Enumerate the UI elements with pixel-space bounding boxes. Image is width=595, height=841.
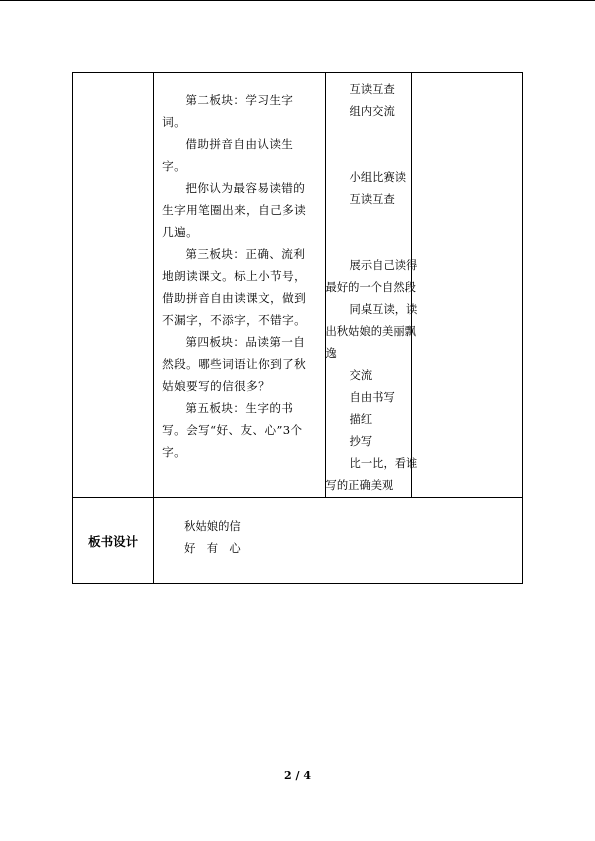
teacher-paragraph: 把你认为最容易读错的生字用笔圈出来，自己多读几遍。 <box>162 181 307 239</box>
student-line: 组内交流 <box>349 105 395 118</box>
teacher-paragraph: 第二板块：学习生字词。 <box>162 93 294 129</box>
student-line: 互读互查 <box>349 193 395 206</box>
student-line: 写的正确美观 <box>325 479 394 492</box>
teacher-paragraph: 第五板块：生字的书写。会写“好、友、心”3个字。 <box>162 401 303 459</box>
student-line: 同桌互读，读 <box>349 303 418 316</box>
student-line: 互读互查 <box>349 83 395 96</box>
teacher-activity-cell <box>154 73 325 498</box>
teacher-paragraph: 第四板块：品读第一自然段。哪些词语让你到了秋姑娘要写的信很多？ <box>162 335 307 393</box>
page-top-rule <box>0 0 595 1</box>
student-line: 自由书写 <box>349 391 395 404</box>
student-line: 小组比赛读 <box>349 171 407 184</box>
student-line: 逸 <box>325 347 337 360</box>
student-line: 描红 <box>349 413 373 426</box>
student-line: 比一比，看谁 <box>349 457 418 470</box>
board-design-row <box>73 498 523 584</box>
teacher-paragraph: 第三板块：正确、流利地朗读课文。标上小节号，借助拼音自由读课文，做到不漏字，不添字，不错字。 <box>162 247 307 327</box>
lesson-plan-table <box>72 72 523 584</box>
student-line: 交流 <box>349 369 373 382</box>
notes-cell-empty <box>411 73 522 498</box>
student-activity-cell <box>325 73 418 498</box>
board-title: 秋姑娘的信 <box>184 520 241 533</box>
student-line: 抄写 <box>349 435 373 448</box>
board-characters: 好 有 心 <box>184 542 241 555</box>
row-label-cell-empty <box>73 73 154 498</box>
board-design-label: 板书设计 <box>73 498 154 584</box>
activity-row <box>73 73 523 498</box>
student-line: 最好的一个自然段 <box>325 281 416 294</box>
student-line: 出秋姑娘的美丽飘 <box>325 325 416 338</box>
student-line: 展示自己读得 <box>349 259 418 272</box>
page-number: 2 / 4 <box>284 769 311 782</box>
teacher-paragraph: 借助拼音自由认读生字。 <box>162 137 294 173</box>
board-design-content <box>154 498 523 584</box>
